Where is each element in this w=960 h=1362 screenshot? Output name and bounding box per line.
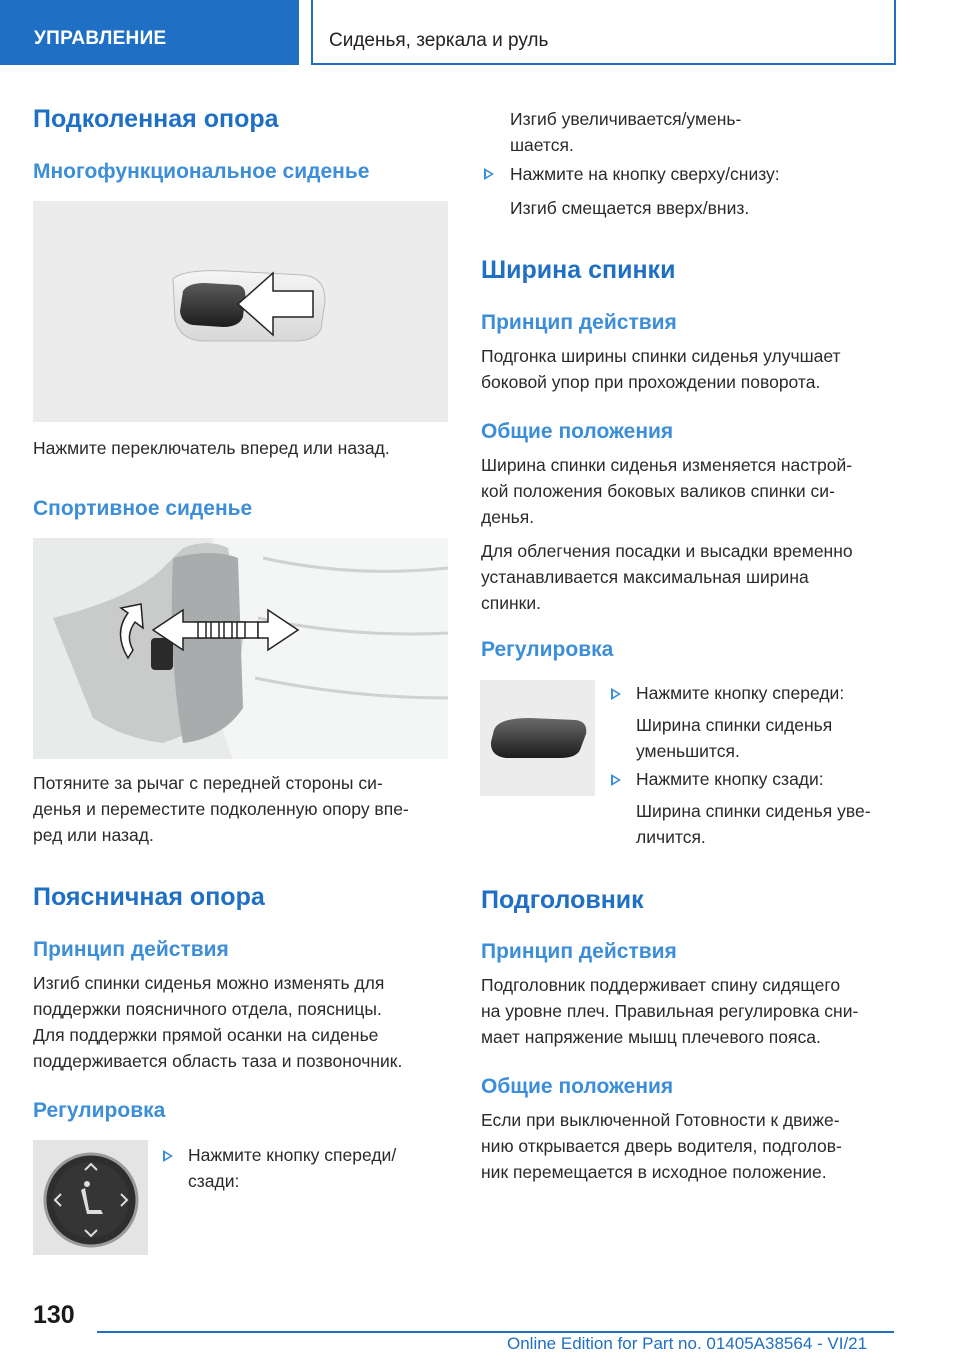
lumbar-controller-illustration <box>33 1140 148 1255</box>
width-button-illustration <box>480 680 595 796</box>
lumbar-adjust-bullet: Нажмите кнопку спереди/ сзади: <box>188 1145 397 1191</box>
knee-support-heading: Подколенная опора <box>33 105 279 133</box>
chapter-title: Сиденья, зеркала и руль <box>329 30 549 51</box>
lumbar-bullet-2: Нажмите на кнопку сверху/снизу: <box>510 164 780 184</box>
sport-seat-text: Потяните за рычаг с передней стороны си- денья и переместите подколенную опору впе- ред или назад. <box>33 773 409 845</box>
lumbar-controller-image <box>33 1140 148 1255</box>
section-title: УПРАВЛЕНИЕ <box>34 28 167 49</box>
lumbar-bullet-result: Изгиб увеличивается/умень- шается. <box>510 109 742 155</box>
lumbar-support-heading: Поясничная опора <box>33 883 265 911</box>
width-general-heading: Общие положения <box>481 420 674 443</box>
width-principle-text: Подгонка ширины спинки сиденья улучшает боковой упор при прохождении поворота. <box>481 346 841 392</box>
width-bullet-back: Нажмите кнопку сзади: <box>636 769 824 789</box>
width-adjust-heading: Регулировка <box>481 638 614 661</box>
footer-edition: Online Edition for Part no. 01405A38564 - VI/21 <box>507 1334 868 1353</box>
headrest-heading: Подголовник <box>481 886 644 914</box>
width-general-text-2: Для облегчения посадки и высадки временно устанавливается максимальная ширина спинки. <box>481 541 853 613</box>
backrest-width-heading: Ширина спинки <box>481 256 676 284</box>
headrest-general-text: Если при выключенной Готовности к движе- нию открывается дверь водителя, подголов- ник перемещается в исходное положение. <box>481 1110 842 1182</box>
width-button-image <box>480 680 595 796</box>
switch-illustration <box>33 201 448 422</box>
bullet-triangle-icon <box>611 774 621 786</box>
width-general-text: Ширина спинки сиденья изменяется настрой- кой положения боковых валиков спинки си- денья. <box>481 455 853 527</box>
multifunction-switch-image <box>33 201 448 422</box>
footer-divider <box>97 1331 894 1333</box>
sport-seat-heading: Спортивное сиденье <box>33 497 253 520</box>
width-bullet-back-result: Ширина спинки сиденья уве- личится. <box>636 801 871 847</box>
width-bullet-front-result: Ширина спинки сиденья уменьшится. <box>636 715 833 761</box>
headrest-general-heading: Общие положения <box>481 1075 674 1098</box>
headrest-principle-text: Подголовник поддерживает спину сидящего на уровне плеч. Правильная регулировка сни- мает напряжение мышц плечевого пояса. <box>481 975 859 1047</box>
bullet-triangle-icon <box>484 168 494 180</box>
page-number: 130 <box>33 1301 75 1329</box>
width-bullet-front: Нажмите кнопку спереди: <box>636 683 845 703</box>
headrest-principle-heading: Принцип действия <box>481 940 677 963</box>
bullet-triangle-icon <box>611 688 621 700</box>
multifunction-seat-text: Нажмите переключатель вперед или назад. <box>33 438 390 458</box>
multifunction-seat-heading: Многофункциональное сиденье <box>33 160 370 183</box>
lumbar-adjust-heading: Регулировка <box>33 1099 166 1122</box>
chapter-tab <box>311 0 896 65</box>
width-principle-heading: Принцип действия <box>481 311 677 334</box>
sport-seat-image <box>33 538 448 759</box>
lumbar-bullet-2-result: Изгиб смещается вверх/вниз. <box>510 198 750 218</box>
bullet-triangle-icon <box>163 1150 173 1162</box>
lumbar-principle-heading: Принцип действия <box>33 938 229 961</box>
lumbar-principle-text: Изгиб спинки сиденья можно изменять для поддержки поясничного отдела, поясницы. Для поддержки прямой осанки на сиденье поддерживается область таза и позвоночник. <box>33 973 403 1071</box>
section-tab <box>0 0 299 65</box>
sport-seat-illustration <box>33 538 448 759</box>
